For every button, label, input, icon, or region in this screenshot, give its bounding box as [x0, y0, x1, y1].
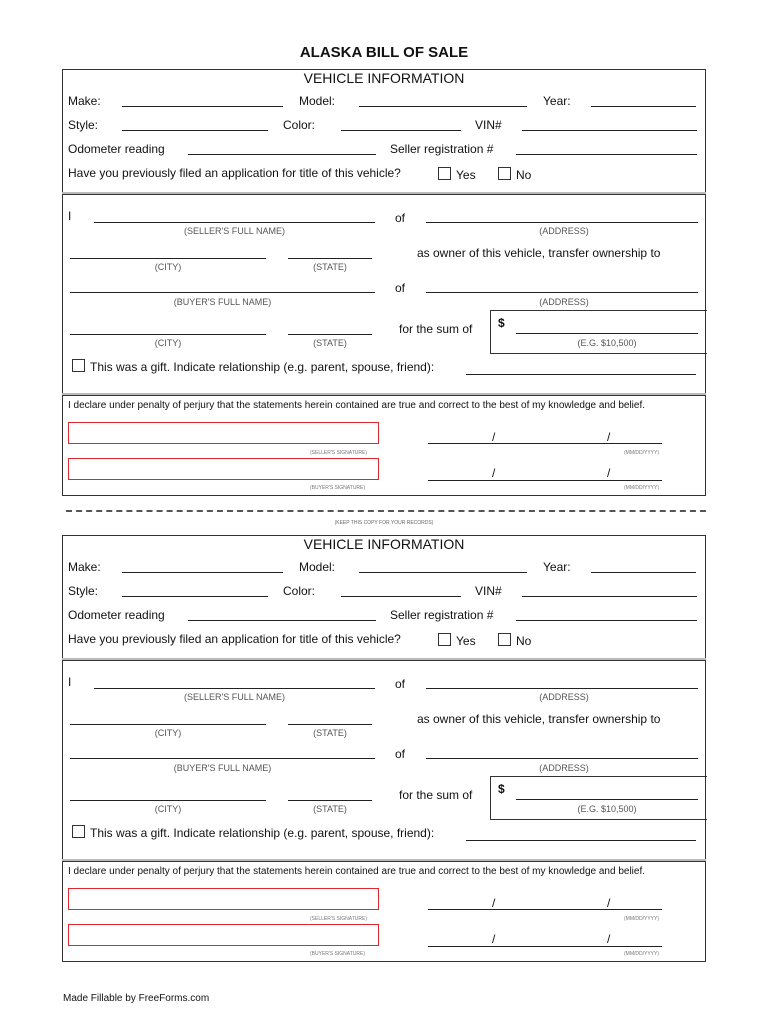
seller-signature-caption: (SELLER'S SIGNATURE)	[310, 450, 367, 456]
date-slash-1: /	[492, 430, 496, 444]
seller-city-caption: (CITY)	[154, 728, 182, 738]
page-title: ALASKA BILL OF SALE	[299, 44, 469, 61]
seller-name-field[interactable]	[94, 688, 375, 689]
buyer-signature-field[interactable]	[68, 924, 379, 946]
date-slash-4: /	[607, 932, 611, 946]
seller-name-field[interactable]	[94, 222, 375, 223]
owner-transfer-text: as owner of this vehicle, transfer ownership to	[417, 712, 661, 726]
model-label: Model:	[299, 94, 336, 108]
of-label-2: of	[395, 281, 406, 295]
sum-example-caption: (E.G. $10,500)	[577, 338, 637, 348]
sum-example-caption: (E.G. $10,500)	[577, 804, 637, 814]
color-label: Color:	[283, 118, 316, 132]
seller-city-field[interactable]	[70, 258, 266, 259]
buyer-address-field[interactable]	[426, 758, 698, 759]
date-slash-1: /	[492, 896, 496, 910]
year-field[interactable]	[591, 106, 696, 107]
seller-registration-field[interactable]	[516, 620, 697, 621]
color-field[interactable]	[341, 596, 461, 597]
odometer-field[interactable]	[188, 154, 376, 155]
date-slash-2: /	[607, 896, 611, 910]
date-slash-3: /	[492, 466, 496, 480]
dollar-sign: $	[498, 782, 505, 796]
buyer-name-field[interactable]	[70, 292, 375, 293]
buyer-signature-field[interactable]	[68, 458, 379, 480]
of-label: of	[395, 677, 406, 691]
buyer-name-field[interactable]	[70, 758, 375, 759]
seller-signature-field[interactable]	[68, 422, 379, 444]
cut-line	[66, 510, 706, 512]
yes-label: Yes	[456, 634, 476, 648]
sum-text: for the sum of	[399, 322, 473, 336]
year-label: Year:	[543, 94, 571, 108]
buyer-date-field[interactable]	[428, 946, 662, 947]
seller-name-caption: (SELLER'S FULL NAME)	[184, 226, 285, 236]
i-label: I	[68, 675, 72, 689]
seller-date-field[interactable]	[428, 443, 662, 444]
dollar-sign: $	[498, 316, 505, 330]
seller-state-field[interactable]	[288, 258, 372, 259]
i-label: I	[68, 209, 72, 223]
gift-relationship-field[interactable]	[466, 374, 696, 375]
buyer-state-field[interactable]	[288, 800, 372, 801]
model-field[interactable]	[359, 106, 527, 107]
section-heading: VEHICLE INFORMATION	[303, 70, 465, 86]
date-slash-3: /	[492, 932, 496, 946]
prev-title-question: Have you previously filed an application for title of this vehicle?	[68, 166, 401, 180]
section-heading: VEHICLE INFORMATION	[303, 536, 465, 552]
seller-signature-field[interactable]	[68, 888, 379, 910]
odometer-label: Odometer reading	[68, 608, 165, 622]
buyer-city-field[interactable]	[70, 800, 266, 801]
date-slash-2: /	[607, 430, 611, 444]
model-label: Model:	[299, 560, 336, 574]
date-slash-4: /	[607, 466, 611, 480]
seller-state-field[interactable]	[288, 724, 372, 725]
odometer-label: Odometer reading	[68, 142, 165, 156]
style-label: Style:	[68, 584, 99, 598]
seller-state-caption: (STATE)	[313, 262, 347, 272]
seller-registration-label: Seller registration #	[390, 142, 494, 156]
gift-text: This was a gift. Indicate relationship (e.g. parent, spouse, friend):	[90, 826, 435, 840]
seller-date-caption: (MM/DD/YYYY)	[624, 916, 659, 922]
seller-registration-field[interactable]	[516, 154, 697, 155]
make-label: Make:	[68, 560, 101, 574]
buyer-date-field[interactable]	[428, 480, 662, 481]
odometer-field[interactable]	[188, 620, 376, 621]
seller-address-caption: (ADDRESS)	[539, 226, 589, 236]
sum-amount-field[interactable]	[516, 799, 698, 800]
seller-address-field[interactable]	[426, 222, 698, 223]
style-label: Style:	[68, 118, 99, 132]
no-label: No	[516, 168, 532, 182]
vin-label: VIN#	[475, 118, 502, 132]
gift-relationship-field[interactable]	[466, 840, 696, 841]
of-label-2: of	[395, 747, 406, 761]
declaration-text: I declare under penalty of perjury that the statements herein contained are true and correct to the best of my knowledge and belief.	[68, 866, 646, 877]
seller-date-field[interactable]	[428, 909, 662, 910]
buyer-address-caption: (ADDRESS)	[539, 763, 589, 773]
buyer-state-caption: (STATE)	[313, 804, 347, 814]
make-label: Make:	[68, 94, 101, 108]
buyer-signature-caption: (BUYER'S SIGNATURE)	[310, 951, 366, 957]
buyer-signature-caption: (BUYER'S SIGNATURE)	[310, 485, 366, 491]
sum-text: for the sum of	[399, 788, 473, 802]
vin-field[interactable]	[522, 130, 697, 131]
buyer-date-caption: (MM/DD/YYYY)	[624, 951, 659, 957]
seller-state-caption: (STATE)	[313, 728, 347, 738]
prev-title-no-checkbox[interactable]	[498, 633, 511, 646]
prev-title-no-checkbox[interactable]	[498, 167, 511, 180]
model-field[interactable]	[359, 572, 527, 573]
buyer-name-caption: (BUYER'S FULL NAME)	[173, 763, 272, 773]
seller-date-caption: (MM/DD/YYYY)	[624, 450, 659, 456]
prev-title-yes-checkbox[interactable]	[438, 167, 451, 180]
gift-checkbox[interactable]	[72, 359, 85, 372]
yes-label: Yes	[456, 168, 476, 182]
gift-checkbox[interactable]	[72, 825, 85, 838]
buyer-state-caption: (STATE)	[313, 338, 347, 348]
seller-city-caption: (CITY)	[154, 262, 182, 272]
buyer-city-field[interactable]	[70, 334, 266, 335]
buyer-city-caption: (CITY)	[154, 804, 182, 814]
make-field[interactable]	[122, 572, 283, 573]
year-label: Year:	[543, 560, 571, 574]
form-copy-1	[62, 69, 706, 497]
seller-registration-label: Seller registration #	[390, 608, 494, 622]
prev-title-yes-checkbox[interactable]	[438, 633, 451, 646]
vin-label: VIN#	[475, 584, 502, 598]
gift-text: This was a gift. Indicate relationship (e.g. parent, spouse, friend):	[90, 360, 435, 374]
owner-transfer-text: as owner of this vehicle, transfer ownership to	[417, 246, 661, 260]
buyer-address-caption: (ADDRESS)	[539, 297, 589, 307]
buyer-address-field[interactable]	[426, 292, 698, 293]
buyer-name-caption: (BUYER'S FULL NAME)	[173, 297, 272, 307]
style-field[interactable]	[122, 130, 268, 131]
buyer-state-field[interactable]	[288, 334, 372, 335]
no-label: No	[516, 634, 532, 648]
vin-field[interactable]	[522, 596, 697, 597]
color-label: Color:	[283, 584, 316, 598]
of-label: of	[395, 211, 406, 225]
seller-signature-caption: (SELLER'S SIGNATURE)	[310, 916, 367, 922]
footer-text: Made Fillable by FreeForms.com	[63, 993, 210, 1004]
keep-copy-note: (KEEP THIS COPY FOR YOUR RECORDS)	[334, 520, 434, 526]
year-field[interactable]	[591, 572, 696, 573]
make-field[interactable]	[122, 106, 283, 107]
seller-city-field[interactable]	[70, 724, 266, 725]
style-field[interactable]	[122, 596, 268, 597]
sum-amount-field[interactable]	[516, 333, 698, 334]
form-copy-2	[62, 535, 706, 963]
buyer-city-caption: (CITY)	[154, 338, 182, 348]
seller-address-field[interactable]	[426, 688, 698, 689]
declaration-text: I declare under penalty of perjury that the statements herein contained are true and correct to the best of my knowledge and belief.	[68, 400, 646, 411]
color-field[interactable]	[341, 130, 461, 131]
buyer-date-caption: (MM/DD/YYYY)	[624, 485, 659, 491]
prev-title-question: Have you previously filed an application for title of this vehicle?	[68, 632, 401, 646]
seller-address-caption: (ADDRESS)	[539, 692, 589, 702]
seller-name-caption: (SELLER'S FULL NAME)	[184, 692, 285, 702]
